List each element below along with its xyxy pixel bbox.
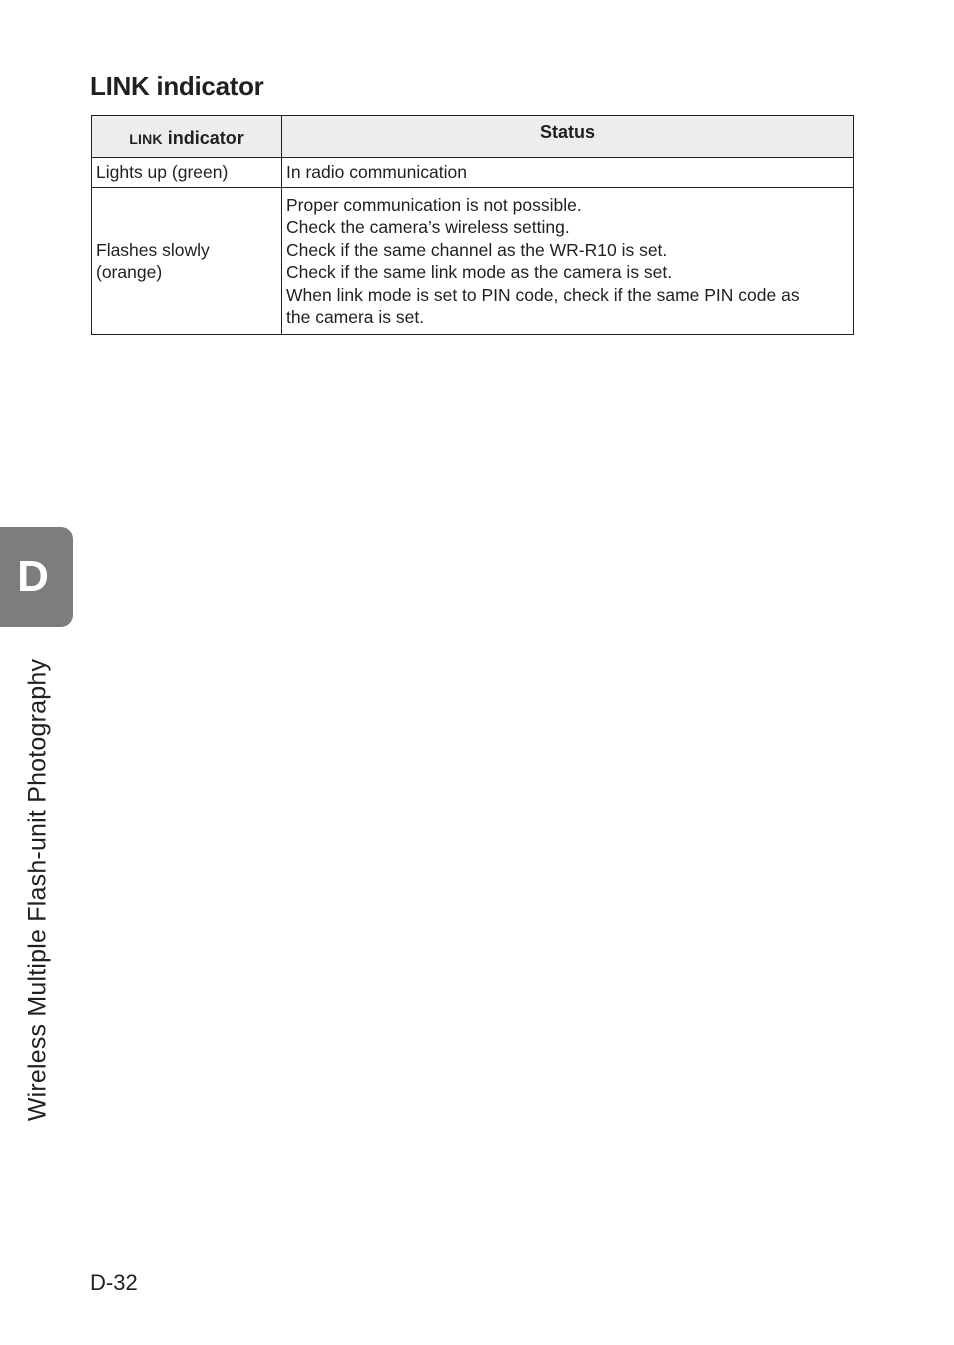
header-indicator-rest: indicator [162,128,244,148]
page-number: D-32 [90,1270,138,1295]
status-line: When link mode is set to PIN code, check if the same PIN code as [286,284,800,305]
section-title [90,68,263,104]
header-indicator-link: LINK [129,131,163,147]
section-title-link: LINK [90,71,150,101]
chapter-label-text: Wireless Multiple Flash-unit Photography [23,658,52,1122]
cell-indicator: Lights up (green) [92,158,282,188]
status-line: In radio communication [286,162,467,183]
link-indicator-table [91,115,854,335]
table-row [92,158,854,188]
table-header-row [92,116,854,158]
status-line: Check if the same link mode as the camera is set. [286,262,673,282]
cell-status [282,188,854,335]
indicator-line: Flashes slowly [96,239,210,260]
header-status: Status [282,116,854,158]
chapter-tab [0,527,73,627]
status-line: Check the camera’s wireless setting. [286,217,570,237]
status-line: Check if the same channel as the WR-R10 is set. [286,239,668,260]
indicator-line: (orange) [96,262,163,282]
header-indicator [92,116,282,158]
status-line: Proper communication is not possible. [286,194,582,215]
status-line: the camera is set. [286,307,425,327]
table-row [92,188,854,335]
section-title-rest: indicator [149,71,264,101]
cell-indicator [92,188,282,335]
chapter-tab-letter: D [17,552,49,601]
cell-status [282,158,854,188]
